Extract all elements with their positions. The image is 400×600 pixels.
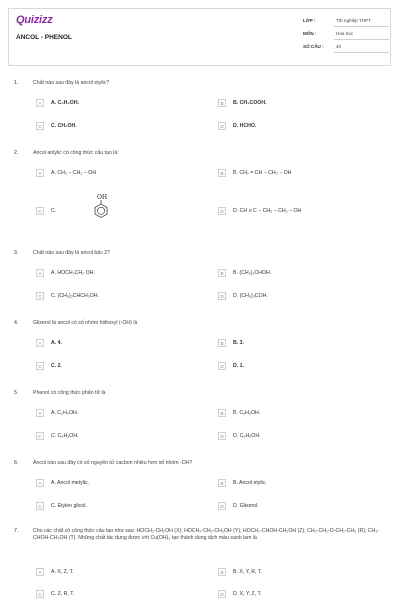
question-text: Ancol nào sau đây có số nguyên tử cacbon nhiều hơn số nhóm -OH?: [33, 460, 193, 466]
worksheet-meta: [303, 16, 389, 55]
meta-class-value: Tốt nghiệp THPT: [336, 18, 371, 23]
option-letter-box: B: [218, 269, 226, 277]
question-text: Chất nào sau đây là ancol bậc 2?: [33, 250, 111, 256]
option-text: D. CH ≡ C − CH₂ − CH₂ − OH: [233, 208, 302, 214]
option-text: B. CH₃COOH.: [233, 100, 267, 106]
option-letter-box: C: [36, 590, 44, 598]
option-text: A. CH₃ − CH₂ − OH: [51, 170, 97, 176]
option-letter-box: D: [218, 502, 226, 510]
option-letter-box: C: [36, 292, 44, 300]
question-number: 5.: [14, 390, 19, 396]
option-letter-box: D: [218, 207, 226, 215]
quizizz-logo: Quizizz: [16, 14, 53, 26]
option-text: A. C₂H₅OH.: [51, 410, 79, 416]
option-letter-box: C: [36, 207, 44, 215]
option-letter-box: A: [36, 568, 44, 576]
question-5: [14, 390, 392, 445]
option-letter-box: A: [36, 339, 44, 347]
option-text: D. Glixerol.: [233, 503, 259, 509]
option-text: C. C₆H₅OH.: [51, 433, 79, 439]
option-text: A. C₂H₅OH.: [51, 100, 80, 106]
question-7: [14, 528, 392, 598]
meta-count-value: 40: [336, 44, 342, 49]
option-letter-box: A: [36, 269, 44, 277]
option-letter-box: D: [218, 432, 226, 440]
option-letter-box: A: [36, 479, 44, 487]
option-text: C. Z, R, T.: [51, 591, 75, 597]
question-number: 1.: [14, 80, 19, 86]
question-1: [14, 80, 392, 135]
option-text: D. X, Y, Z, T.: [233, 591, 262, 597]
option-text: B. Ancol etylic.: [233, 480, 267, 486]
option-text: C. (CH₃)₂CHCH₂OH.: [51, 293, 99, 299]
meta-subject-row: [303, 29, 389, 42]
option-letter-box: B: [218, 339, 226, 347]
question-number: 3.: [14, 250, 19, 256]
option-letter-box: B: [218, 479, 226, 487]
option-letter-box: D: [218, 292, 226, 300]
option-letter-box: B: [218, 409, 226, 417]
option-text: B. CH₂ = CH − CH₂ − OH: [233, 170, 292, 176]
question-number: 2.: [14, 150, 19, 156]
question-text: Cho các chất có công thức cấu tạo như sau: HOCH₂-CH₂OH (X); HOCH₂-CH₂-CH₂OH (Y); HOCH₂-CHOH-CH₂OH (Z); CH₃-CH₂-O-CH₂-CH₃ (R); CH₃-CHOH-CH₂OH (T). Những chất tác dụng được với Cu(OH)₂ tạo thành dung dịch màu xanh lam là: [33, 528, 380, 541]
worksheet-title: ANCOL - PHENOL: [16, 34, 72, 41]
option-text: D. C₆H₅OH.: [233, 433, 261, 439]
question-number: 4.: [14, 320, 19, 326]
question-3: [14, 250, 392, 305]
phenol-structure-image: [88, 193, 114, 219]
option-letter-box: C: [36, 432, 44, 440]
meta-class-line: [334, 26, 389, 27]
option-letter-box: A: [36, 409, 44, 417]
option-letter-box: C: [36, 122, 44, 130]
question-2: [14, 150, 392, 225]
meta-count-line: [334, 52, 389, 53]
worksheet-header: [8, 8, 391, 66]
meta-class-label: LỚP :: [303, 18, 316, 23]
question-text: Ancol anlylic có công thức cấu tạo là:: [33, 150, 119, 156]
option-text: C. Etylen glicol.: [51, 503, 87, 509]
meta-subject-value: Hóa học: [336, 31, 354, 36]
option-text: A. 4.: [51, 340, 62, 346]
question-text: Phenol có công thức phân tử là: [33, 390, 106, 396]
question-6: [14, 460, 392, 515]
option-letter-box: D: [218, 590, 226, 598]
option-text: D. (CH₃)₃COH.: [233, 293, 268, 299]
option-text: D. HCHO.: [233, 123, 257, 129]
phenol-oh-label: OH: [97, 194, 108, 201]
question-text: Chất nào sau đây là ancol etylic?: [33, 80, 110, 86]
option-letter-box: A: [36, 169, 44, 177]
option-text: B. C₆H₅OH.: [233, 410, 261, 416]
option-letter-box: D: [218, 122, 226, 130]
meta-subject-line: [334, 39, 389, 40]
question-4: [14, 320, 392, 375]
meta-count-row: [303, 42, 389, 55]
option-letter-box: B: [218, 99, 226, 107]
option-letter-box: B: [218, 169, 226, 177]
option-letter-box: A: [36, 99, 44, 107]
meta-class-row: [303, 16, 389, 29]
meta-subject-label: MÔN :: [303, 31, 317, 36]
meta-count-label: SỐ CÂU :: [303, 44, 324, 49]
option-text: C.: [51, 208, 57, 214]
question-text: Glixerol là ancol có số nhóm hiđroxyl (-OH) là: [33, 320, 138, 326]
option-letter-box: C: [36, 362, 44, 370]
option-letter-box: C: [36, 502, 44, 510]
option-text: A. Ancol metylic.: [51, 480, 90, 486]
option-text: A. HOCH₂CH₂ OH.: [51, 270, 95, 276]
option-text: D. 1.: [233, 363, 244, 369]
question-number: 6.: [14, 460, 19, 466]
option-text: A. X, Z, T.: [51, 569, 74, 575]
option-text: B. X, Y, R, T.: [233, 569, 262, 575]
option-text: B. (CH₃)₂CHOH.: [233, 270, 272, 276]
option-letter-box: B: [218, 568, 226, 576]
question-number: 7.: [14, 528, 19, 534]
option-letter-box: D: [218, 362, 226, 370]
option-text: C. CH₃OH.: [51, 123, 77, 129]
option-text: B. 3.: [233, 340, 244, 346]
option-text: C. 2.: [51, 363, 62, 369]
